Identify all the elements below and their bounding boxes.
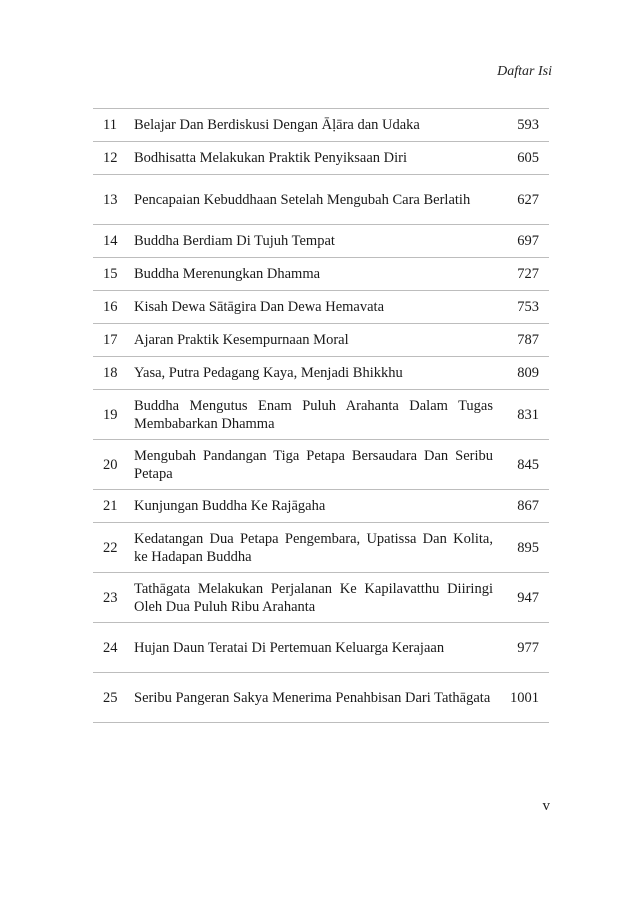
chapter-number: 17 <box>93 324 134 357</box>
toc-row <box>93 440 549 490</box>
chapter-title: Yasa, Putra Pedagang Kaya, Menjadi Bhikkhu <box>134 357 499 390</box>
chapter-page: 895 <box>499 523 549 573</box>
chapter-page: 787 <box>499 324 549 357</box>
chapter-number: 25 <box>93 673 134 723</box>
chapter-title: Tathāgata Melakukan Perjalanan Ke Kapilavatthu Diiringi Oleh Dua Puluh Ribu Arahanta <box>134 573 499 623</box>
chapter-page: 947 <box>499 573 549 623</box>
toc-row <box>93 523 549 573</box>
chapter-page: 593 <box>499 109 549 142</box>
chapter-number: 15 <box>93 258 134 291</box>
toc-row <box>93 623 549 673</box>
chapter-page: 977 <box>499 623 549 673</box>
chapter-title: Buddha Berdiam Di Tujuh Tempat <box>134 225 499 258</box>
chapter-title: Mengubah Pandangan Tiga Petapa Bersaudara Dan Seribu Petapa <box>134 440 499 490</box>
chapter-title: Buddha Mengutus Enam Puluh Arahanta Dalam Tugas Membabarkan Dhamma <box>134 390 499 440</box>
chapter-title: Buddha Merenungkan Dhamma <box>134 258 499 291</box>
chapter-number: 19 <box>93 390 134 440</box>
chapter-page: 831 <box>499 390 549 440</box>
chapter-title: Belajar Dan Berdiskusi Dengan Āḷāra dan Udaka <box>134 109 499 142</box>
chapter-page: 627 <box>499 175 549 225</box>
toc-row <box>93 142 549 175</box>
toc-row <box>93 490 549 523</box>
toc-row <box>93 109 549 142</box>
toc-row <box>93 357 549 390</box>
toc-row <box>93 673 549 723</box>
chapter-number: 18 <box>93 357 134 390</box>
chapter-number: 21 <box>93 490 134 523</box>
running-header: Daftar Isi <box>497 64 552 79</box>
chapter-number: 24 <box>93 623 134 673</box>
chapter-page: 867 <box>499 490 549 523</box>
chapter-page: 605 <box>499 142 549 175</box>
chapter-title: Bodhisatta Melakukan Praktik Penyiksaan Diri <box>134 142 499 175</box>
chapter-title: Kedatangan Dua Petapa Pengembara, Upatissa Dan Kolita, ke Hadapan Buddha <box>134 523 499 573</box>
toc-body <box>93 109 549 723</box>
chapter-title: Hujan Daun Teratai Di Pertemuan Keluarga Kerajaan <box>134 623 499 673</box>
chapter-number: 12 <box>93 142 134 175</box>
table-of-contents <box>93 108 549 723</box>
chapter-title: Pencapaian Kebuddhaan Setelah Mengubah Cara Berlatih <box>134 175 499 225</box>
chapter-number: 22 <box>93 523 134 573</box>
chapter-number: 14 <box>93 225 134 258</box>
page-number: v <box>542 798 550 814</box>
chapter-title: Kunjungan Buddha Ke Rajāgaha <box>134 490 499 523</box>
toc-row <box>93 258 549 291</box>
chapter-page: 845 <box>499 440 549 490</box>
chapter-title: Kisah Dewa Sātāgira Dan Dewa Hemavata <box>134 291 499 324</box>
chapter-number: 16 <box>93 291 134 324</box>
chapter-page: 697 <box>499 225 549 258</box>
chapter-page: 1001 <box>499 673 549 723</box>
chapter-page: 727 <box>499 258 549 291</box>
toc-row <box>93 573 549 623</box>
toc-row <box>93 225 549 258</box>
toc-row <box>93 324 549 357</box>
toc-row <box>93 390 549 440</box>
chapter-page: 809 <box>499 357 549 390</box>
chapter-title: Seribu Pangeran Sakya Menerima Penahbisan Dari Tathāgata <box>134 673 499 723</box>
chapter-title: Ajaran Praktik Kesempurnaan Moral <box>134 324 499 357</box>
chapter-number: 13 <box>93 175 134 225</box>
chapter-number: 11 <box>93 109 134 142</box>
chapter-page: 753 <box>499 291 549 324</box>
toc-row <box>93 175 549 225</box>
chapter-number: 20 <box>93 440 134 490</box>
chapter-number: 23 <box>93 573 134 623</box>
toc-row <box>93 291 549 324</box>
